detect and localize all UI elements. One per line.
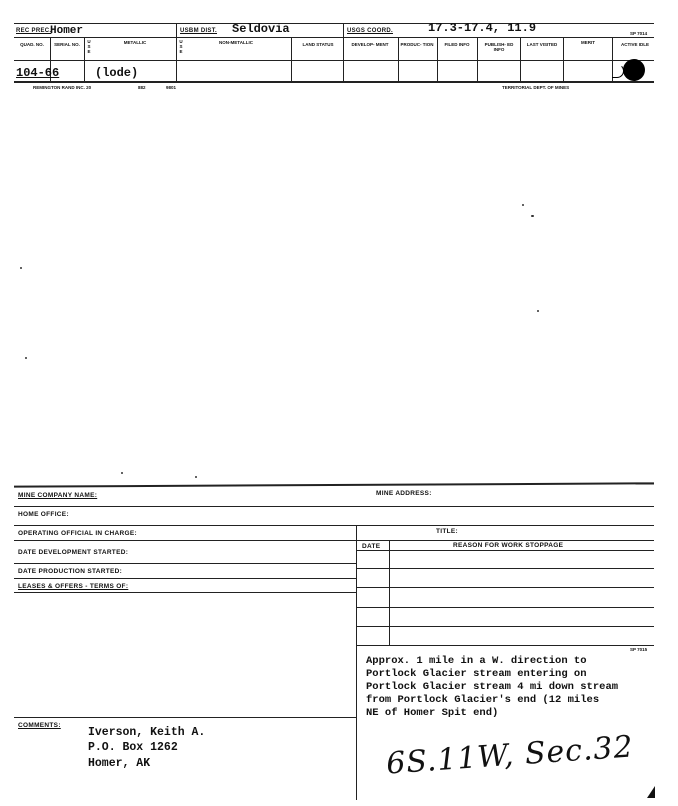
- col-development: DEVELOP- MENT: [351, 42, 389, 47]
- rec-prec-value: Homer: [50, 25, 84, 37]
- mine-company-label: MINE COMPANY NAME:: [18, 492, 98, 499]
- location-line-2: Portlock Glacier stream entering on: [366, 668, 587, 680]
- comment-line-1: Iverson, Keith A.: [88, 726, 206, 739]
- strip-mid2: 9801: [166, 85, 177, 90]
- col-land-status: LAND STATUS: [302, 42, 334, 47]
- home-office-label: HOME OFFICE:: [18, 511, 69, 518]
- strip-left: REMINGTON RAND INC. 20: [33, 85, 92, 90]
- col-nonmetallic: NON-METALLIC: [219, 40, 253, 45]
- col-serial-no: SERIAL NO.: [54, 42, 80, 47]
- usgs-coord-value: 17.3-17.4, 11.9: [428, 21, 537, 35]
- col-use-nonmetallic: U S E: [179, 39, 183, 54]
- leases-label: LEASES & OFFERS - TERMS OF:: [18, 583, 129, 590]
- usgs-coord-label: USGS COORD.: [347, 28, 393, 34]
- col-use-metallic: U S E: [87, 39, 91, 54]
- title-label: TITLE:: [436, 528, 459, 535]
- date-production-label: DATE PRODUCTION STARTED:: [18, 568, 123, 575]
- quad-serial-value: 104-66: [16, 66, 60, 80]
- mine-address-label: MINE ADDRESS:: [376, 490, 432, 497]
- comment-line-3: Homer, AK: [88, 757, 151, 770]
- active-dot-icon: [623, 59, 645, 81]
- col-active-idle: ACTIVE IDLE: [620, 42, 649, 47]
- location-line-3: Portlock Glacier stream 4 mi down stream: [366, 681, 619, 693]
- col-published-info: PUBLISH- ED INFO: [484, 42, 514, 52]
- usbm-dist-label: USBM DIST.: [180, 28, 218, 34]
- form-number-2: SP 7015: [630, 647, 648, 652]
- col-production: PRODUC- TION: [400, 42, 434, 47]
- location-line-5: NE of Homer Spit end): [366, 707, 499, 719]
- comments-label: COMMENTS:: [18, 722, 61, 729]
- usbm-dist-value: Seldovia: [232, 22, 290, 36]
- strip-mid1: 882: [138, 85, 146, 90]
- col-filed-info: FILED INFO: [444, 42, 470, 47]
- corner-mark-icon: [647, 786, 655, 798]
- date-development-label: DATE DEVELOPMENT STARTED:: [18, 549, 129, 556]
- operating-official-label: OPERATING OFFICIAL IN CHARGE:: [18, 530, 137, 537]
- reason-col-label: REASON FOR WORK STOPPAGE: [453, 542, 564, 549]
- col-metallic: METALLIC: [123, 40, 147, 45]
- strip-right: TERRITORIAL DEPT. OF MINES: [502, 85, 570, 90]
- form-number: SP 7014: [630, 31, 648, 36]
- date-col-label: DATE: [362, 543, 381, 550]
- location-line-1: Approx. 1 mile in a W. direction to: [366, 655, 587, 667]
- comment-line-2: P.O. Box 1262: [88, 741, 178, 754]
- location-line-4: from Portlock Glacier's end (12 miles: [366, 694, 600, 706]
- col-quad-no: QUAD. NO.: [20, 42, 44, 47]
- idle-arc-icon: [612, 64, 624, 78]
- handwritten-location: 6S.11W, Sec.32: [385, 729, 635, 782]
- rec-prec-label: REC PREC.: [16, 28, 52, 34]
- col-merit: MERIT: [581, 40, 595, 45]
- metallic-value: (lode): [95, 66, 139, 80]
- col-last-visited: LAST VISITED: [526, 42, 558, 47]
